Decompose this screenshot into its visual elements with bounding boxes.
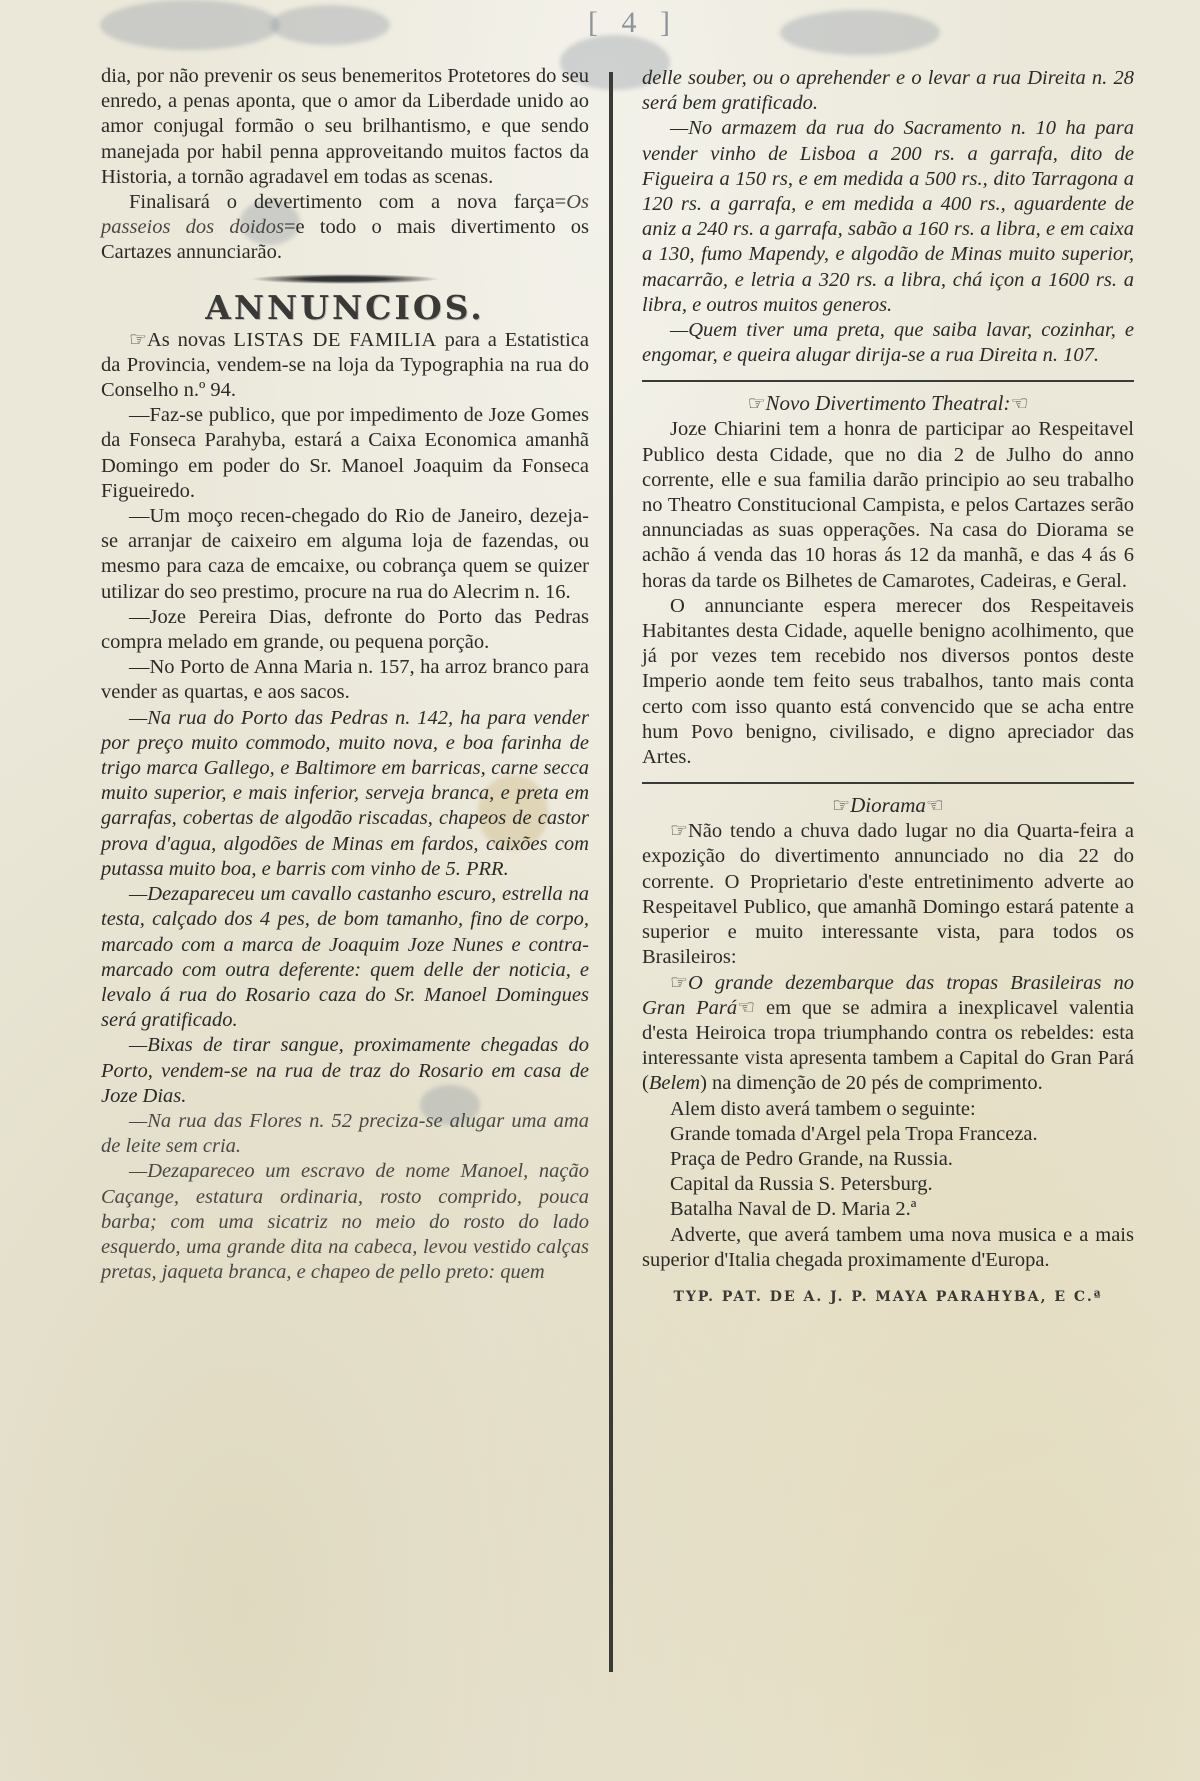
diorama-title-text: Diorama	[850, 793, 926, 818]
ad-armazem-sacramento: —No armazem da rua do Sacramento n. 10 ha para vender vinho de Lisboa a 200 rs. a garrafa, dito de Figueira a 150 rs, e em medida a 500 rs., dito Tarragona a 120 rs. a garrafa, e em medida a 400 rs., aguardente de aniz a 240 rs. a garrafa, sabão a 160 rs. a libra, e em caixa a 130, fumo Mapendy, e algodão de Minas muito superior, macarrão, e letria a 320 rs. a libra, chá içon a 1600 rs. a libra, e outros muitos generos.	[642, 117, 1134, 316]
feature-city: Belem	[648, 1072, 701, 1095]
diorama-intro-text: Não tendo a chuva dado lugar no dia Quarta-feira a expozição do divertimento annunciado no dia 22 do corrente. O Proprietario d'este entretinimento adverte ao Respeitavel Publico, que amanhã Domingo estará patente a superior e muito interessante vista, para todos os Brasileiros:	[642, 820, 1134, 969]
diorama-title	[642, 792, 1134, 819]
ad-text: para a Estatistica da Provincia, vendem-se na loja da Typographia na rua do Conselho n.º 94.	[101, 328, 589, 402]
feature-title: O grande dezembarque das tropas Brasileiras no Gran Pará	[642, 971, 1134, 1019]
ad-cavallo: —Dezapareceu um cavallo castanho escuro, estrella na testa, calçado dos 4 pes, de bom tamanho, fino de corpo, marcado com a marca de Joaquim Joze Nunes e contra-marcado com outra deferente: quem delle der noticia, e levalo á rua do Rosario caza do Sr. Manoel Domingues será gratificado.	[101, 883, 589, 1032]
water-stain	[270, 5, 390, 45]
pointing-hand-icon: ☞	[670, 971, 688, 994]
ad-lead: As novas	[146, 328, 234, 351]
ad-melado: —Joze Pereira Dias, defronte do Porto das Pedras compra melado em grande, ou pequena porção.	[101, 605, 589, 654]
pointing-hand-right-icon: ☞	[832, 795, 851, 818]
diorama-feature	[642, 971, 1134, 1097]
water-stain	[780, 10, 940, 55]
water-stain	[100, 0, 280, 50]
diorama-list-item: Batalha Naval de D. Maria 2.ª	[670, 1198, 917, 1221]
pointing-hand-icon: ☞	[129, 328, 147, 351]
ad-escravo: —Dezapareceo um escravo de nome Manoel, nação Caçange, estatura ordinaria, rosto comprido, pouca barba; com uma sicatriz no meio do rosto do lado esquerdo, uma grande dita na cabeca, levou vestido calças pretas, jaqueta branca, e chapeo de pello preto: quem	[101, 1160, 589, 1284]
pointing-hand-left-icon: ☜	[925, 795, 944, 818]
finale-text: Finalisará o devertimento com a nova farça=	[129, 191, 567, 214]
feature-text: em que se admira a inexplicavel valentia d'esta Heiroica tropa triumphando contra os rebeldes: esta interessante vista apresenta tambem a Capital do Gran Pará (	[642, 996, 1134, 1095]
theatre-title	[642, 390, 1134, 417]
diorama-list-item: Capital da Russia S. Petersburg.	[670, 1173, 933, 1196]
theatre-title-text: Novo Divertimento Theatral:	[765, 391, 1011, 416]
pointing-hand-left-icon: ☜	[1010, 393, 1029, 416]
theatre-paragraph-1: Joze Chiarini tem a honra de participar ao Respeitavel Publico desta Cidade, que no dia 2 de Julho do anno corrente, elle e sua familia darão principio ao seu trabalho no Theatro Constitucional Campista, e pelos Cartazes serão annunciadas as suas opperações. Na casa do Diorama se achão á venda das 10 horas ás 12 da manhã, e das 4 ás 6 horas da tarde os Bilhetes de Camarotes, Cadeiras, e Geral.	[642, 418, 1134, 592]
left-column	[101, 64, 589, 1285]
section-rule	[642, 782, 1134, 784]
ad-porto-das-pedras: —Na rua do Porto das Pedras n. 142, ha para vender por preço muito commodo, muito nova, e boa farinha de trigo marca Gallego, e Baltimore em barricas, carne secca muito superior, e mais inferior, serveja branca, e preta em garrafas, cobertas de algodão riscadas, chapeos de castor prova d'agua, algodões de Minas em fardos, caixões com putassa muito boa, e barris com vinho de 5. PRR.	[101, 706, 589, 880]
farce-title: Os passeios dos doidos	[101, 191, 589, 239]
pointing-hand-left-icon: ☜	[737, 996, 756, 1019]
section-heading-annuncios: ANNUNCIOS.	[205, 287, 485, 327]
section-rule	[642, 380, 1134, 382]
ad-caps-title: LISTAS DE FAMILIA	[233, 328, 437, 351]
ad-ama-de-leite: —Na rua das Flores n. 52 preciza-se alugar uma ama de leite sem cria.	[101, 1109, 589, 1158]
ad-arroz: —No Porto de Anna Maria n. 157, ha arroz branco para vender as quartas, e aos sacos.	[101, 656, 589, 704]
diorama-also-intro: Alem disto averá tambem o seguinte:	[670, 1097, 976, 1120]
diorama-intro	[642, 819, 1134, 970]
printer-imprint: TYP. PAT. DE A. J. P. MAYA PARAHYBA, E C.ª	[673, 1288, 1103, 1305]
intro-paragraph: dia, por não prevenir os seus benemeritos Protetores do seu enredo, a penas aponta, que o amor da Liberdade unido ao amor conjugal formão o seu brilhantismo, e que sendo manejada por habil penna approveitando muitos factos da Historia, a tornão agradavel em todas as scenas.	[101, 65, 589, 188]
finale-paragraph	[101, 190, 589, 266]
ad-bixas: —Bixas de tirar sangue, proximamente chegadas do Porto, vendem-se na rua de traz do Rosario em casa de Joze Dias.	[101, 1034, 589, 1107]
ad-moco-caixeiro: —Um moço recen-chegado do Rio de Janeiro, dezeja-se arranjar de caixeiro em alguma loja de fazendas, ou mesmo para caza de emcaixe, ou cobrança quem se quizer utilizar do seo prestimo, procure na rua do Alecrim n. 16.	[101, 505, 589, 603]
diorama-list-item: Praça de Pedro Grande, na Russia.	[670, 1147, 953, 1170]
ad-caixa-economica: —Faz-se publico, que por impedimento de Joze Gomes da Fonseca Parahyba, estará a Caixa Economica amanhã Domingo em poder do Sr. Manoel Joaquim da Fonseca Figueiredo.	[101, 404, 589, 502]
diorama-closing: Adverte, que averá tambem uma nova musica e a mais superior d'Italia chegada proximamente d'Europa.	[642, 1223, 1134, 1271]
ad-listas-de-familia	[101, 328, 589, 404]
ad-preta-lavar: —Quem tiver uma preta, que saiba lavar, cozinhar, e engomar, e queira alugar dirija-se a rua Direita n. 107.	[642, 319, 1134, 367]
continuation-paragraph: delle souber, ou o aprehender e o levar a rua Direita n. 28 será bem gratificado.	[642, 67, 1134, 115]
pointing-hand-icon: ☞	[670, 820, 688, 843]
diorama-list-item: Grande tomada d'Argel pela Tropa Franceza.	[670, 1122, 1038, 1145]
right-column	[642, 66, 1134, 1310]
column-divider	[609, 72, 613, 1672]
feature-text-end: ) na dimenção de 20 pés de comprimento.	[700, 1072, 1043, 1095]
pointing-hand-right-icon: ☞	[747, 393, 766, 416]
finale-text-end: =e todo o mais divertimento os Cartazes annunciarão.	[101, 216, 589, 264]
ornamental-rule	[250, 274, 440, 284]
page-number: [ 4 ]	[588, 6, 678, 39]
theatre-paragraph-2: O annunciante espera merecer dos Respeitaveis Habitantes desta Cidade, aquelle benigno acolhimento, que já por vezes tem recebido nos diversos pontos deste Imperio aonde tem feito seus trabalhos, tanto mais conta certo com isso quanto está convencido que se acha entre hum Povo benigno, civilisado, e digno apreciador das Artes.	[642, 594, 1134, 769]
